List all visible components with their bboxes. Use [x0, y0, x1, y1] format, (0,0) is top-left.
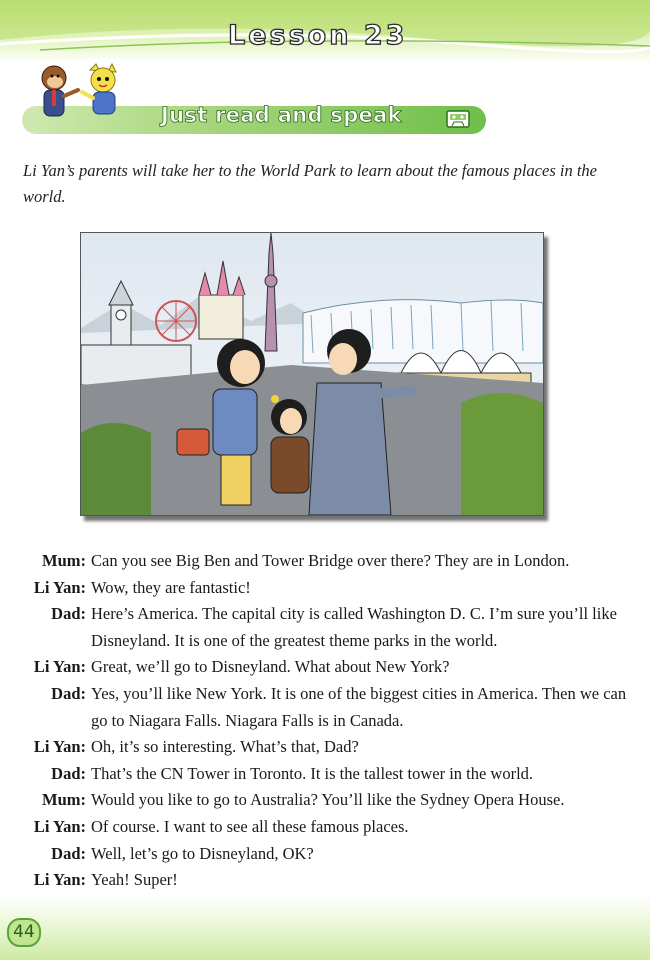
intro-text: Li Yan’s parents will take her to the World Park to learn about the famous places in the world.	[23, 161, 597, 206]
speaker-name: Li Yan:	[33, 657, 86, 677]
dialogue-line	[0, 814, 650, 841]
speaker-name: Mum:	[42, 790, 86, 810]
speech-text: Would you like to go to Australia? You’ll like the Sydney Opera House.	[91, 790, 565, 810]
speech-text: Great, we’ll go to Disneyland. What about New York?	[91, 657, 450, 677]
speech-text: Oh, it’s so interesting. What’s that, Dad?	[91, 737, 359, 757]
dialogue-line	[0, 761, 650, 788]
speech-text: Well, let’s go to Disneyland, OK?	[91, 843, 314, 863]
speaker-name: Mum:	[42, 551, 86, 570]
speech-text: Of course. I want to see all these famous places.	[91, 816, 409, 836]
dialogue-list	[0, 548, 650, 894]
world-park-scene-image	[81, 233, 543, 515]
dialogue-line	[0, 601, 650, 654]
speaker-name: Dad:	[51, 683, 86, 703]
dialogue-line	[0, 575, 650, 602]
speech-text: That’s the CN Tower in Toronto. It is the tallest tower in the world.	[91, 763, 534, 783]
speech-text: Can you see Big Ben and Tower Bridge over there? They are in London.	[91, 551, 570, 570]
world-park-illustration	[80, 232, 544, 516]
section-title: Just read and speak	[161, 103, 402, 127]
speaker-name: Li Yan:	[33, 816, 86, 836]
dialogue-line	[0, 787, 650, 814]
dialogue-line	[0, 867, 650, 894]
speaker-name: Dad:	[51, 604, 86, 624]
cassette-tape-icon[interactable]	[446, 110, 470, 128]
lesson-title: Lesson 23	[228, 20, 408, 51]
speaker-name: Dad:	[51, 763, 86, 783]
speaker-name: Li Yan:	[33, 737, 86, 757]
dialogue-line	[0, 841, 650, 868]
speech-text: Here’s America. The capital city is called Washington D. C. I’m sure you’ll like Disneyland. It is one of the greatest theme parks in the world.	[91, 604, 617, 650]
dialogue-line	[0, 681, 650, 734]
speech-text: Wow, they are fantastic!	[91, 577, 251, 597]
dialogue-line	[0, 548, 650, 575]
speaker-name: Li Yan:	[33, 577, 86, 597]
dialogue-line	[0, 734, 650, 761]
speech-text: Yeah! Super!	[91, 870, 178, 890]
speaker-name: Dad:	[51, 843, 86, 863]
mascot-characters-icon	[30, 62, 140, 126]
footer-band	[0, 895, 650, 960]
speech-text: Yes, you’ll like New York. It is one of the biggest cities in America. Then we can go to Niagara Falls. Niagara Falls is in Canada.	[91, 683, 627, 730]
speaker-name: Li Yan:	[33, 870, 86, 890]
page-number: 44	[7, 918, 41, 947]
dialogue-line	[0, 654, 650, 681]
